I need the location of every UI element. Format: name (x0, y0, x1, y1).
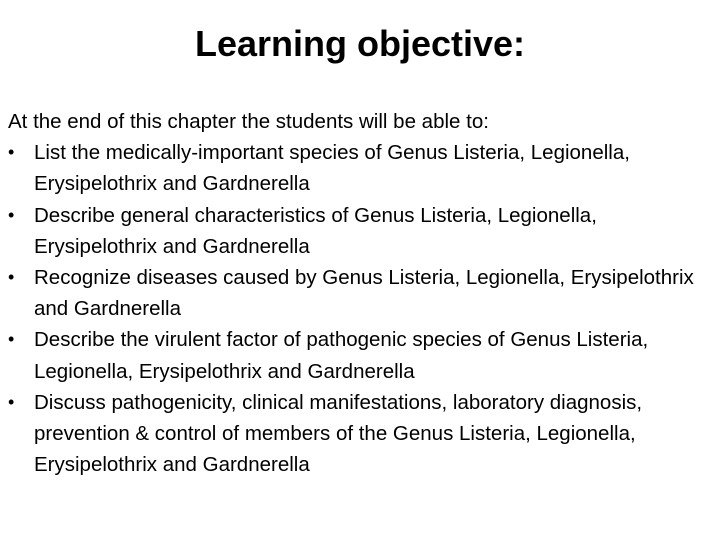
bullet-icon: • (8, 267, 15, 288)
objective-item (8, 324, 708, 386)
objective-text: Describe general characteristics of Genus Listeria, Legionella, Erysipelothrix and Gardnerella (34, 203, 597, 258)
bullet-icon: • (8, 391, 15, 412)
objective-text: Discuss pathogenicity, clinical manifestations, laboratory diagnosis, prevention & control of members of the Genus Listeria, Legionella, Erysipelothrix and Gardnerella (34, 390, 643, 477)
objective-item (8, 262, 708, 324)
intro-text: At the end of this chapter the students will be able to: (8, 110, 489, 133)
objective-item (8, 200, 708, 262)
bullet-icon: • (8, 204, 15, 225)
objective-text: Recognize diseases caused by Genus Listeria, Legionella, Erysipelothrix and Gardnerella (34, 266, 694, 321)
objective-item (8, 387, 708, 481)
slide-body (8, 106, 708, 480)
bullet-icon: • (8, 142, 15, 163)
objective-text: Describe the virulent factor of pathogenic species of Genus Listeria, Legionella, Erysipelothrix and Gardnerella (34, 328, 649, 383)
objective-text: List the medically-important species of Genus Listeria, Legionella, Erysipelothrix and Gardnerella (34, 141, 630, 196)
slide-title: Learning objective: (194, 23, 526, 64)
bullet-icon: • (8, 329, 15, 350)
objectives-list (8, 137, 708, 480)
objective-item (8, 137, 708, 199)
